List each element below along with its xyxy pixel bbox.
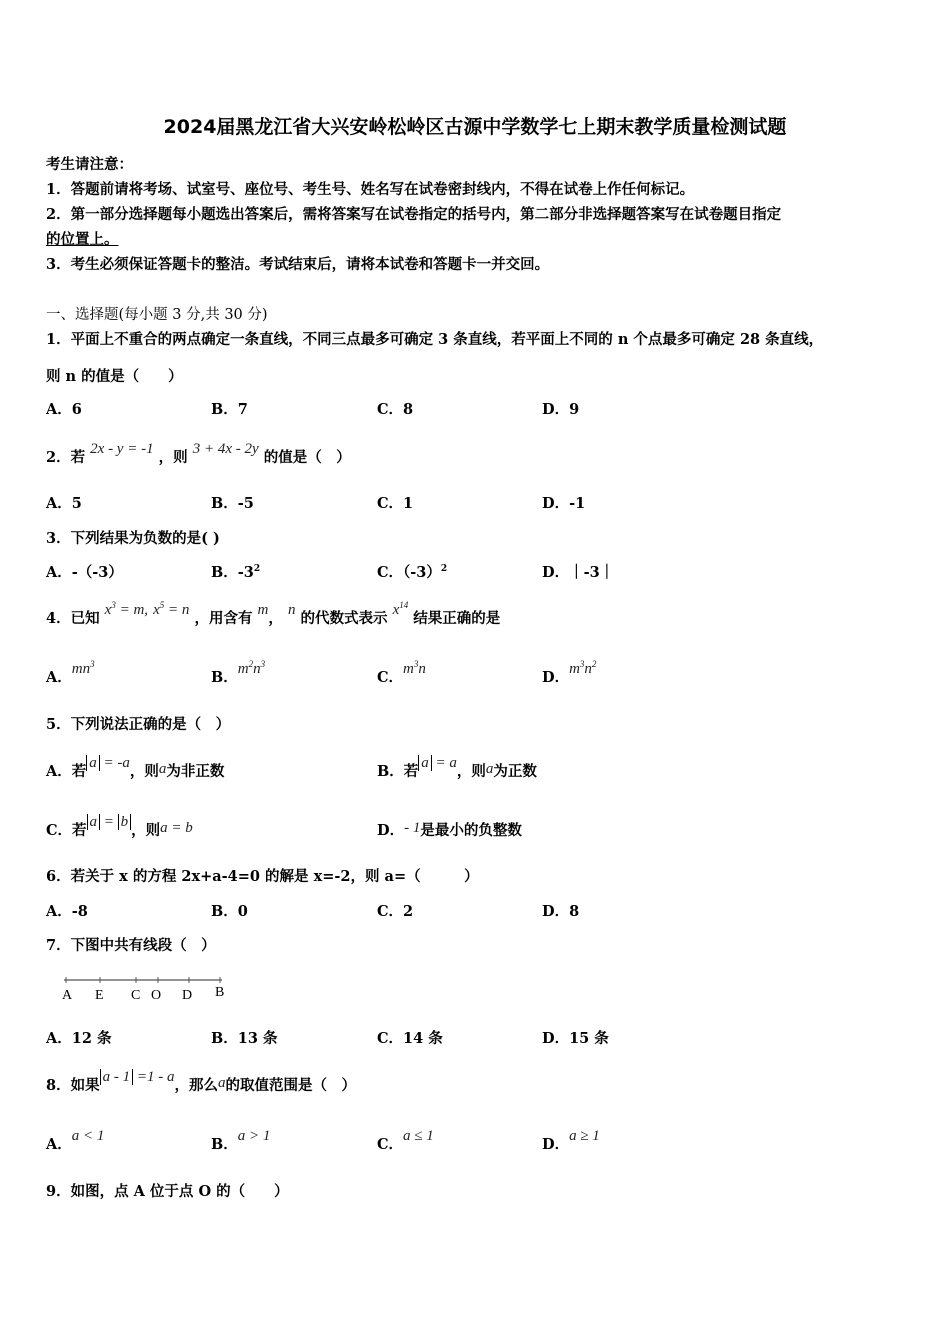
q8-option-b: [211, 1128, 271, 1154]
q5-a-var: a: [158, 761, 167, 777]
q3-option-c-sup: 2: [440, 564, 448, 575]
q8-option-d-expr: a ≥ 1: [569, 1128, 600, 1144]
q5-d-suf: 是最小的负整数: [420, 822, 522, 839]
notice-heading: 考生请注意：: [46, 156, 133, 173]
q4-option-c: [377, 659, 426, 687]
q4-option-d-label: D．: [542, 669, 570, 686]
q5-option-b: [377, 755, 537, 781]
q8-option-b-label: B．: [211, 1136, 238, 1153]
q5-a-rest: = -a: [99, 755, 130, 771]
q4-mid: ，用含有: [194, 610, 253, 627]
notice-item-3: 3．考生必须保证答题卡的整洁。考试结束后，请将本试卷和答题卡一并交回。: [46, 256, 550, 273]
q5-a-abs: a: [86, 755, 100, 771]
q4-option-a-expr: [72, 661, 95, 677]
q4-d-part: m: [569, 661, 580, 677]
q4-option-a-label: A．: [46, 669, 72, 686]
q7-option-b: B．13 条: [211, 1030, 278, 1047]
q5-option-d: [377, 819, 522, 840]
point-label-e: E: [95, 988, 104, 1003]
q4-option-b: [211, 659, 266, 687]
q4-a-sup: 3: [90, 659, 95, 669]
q4-c-part: m: [403, 661, 414, 677]
q4-d-part2: n: [584, 661, 592, 677]
q7-option-a: A．12 条: [46, 1030, 112, 1047]
q6-option-c: C．2: [377, 903, 414, 920]
q4-e3-sup: 14: [399, 600, 409, 610]
q4-b-sup2: 3: [260, 659, 266, 669]
q4-prefix: 4．已知: [46, 610, 100, 627]
q5-b-pre: B．若: [377, 763, 419, 780]
q2-option-d: D．-1: [542, 495, 586, 512]
q3-option-d: D．｜-3｜: [542, 564, 615, 581]
q2-stem: [46, 441, 351, 467]
q4-option-b-label: B．: [211, 669, 238, 686]
q5-c-abs2: b: [118, 814, 132, 830]
q7-option-c: C．14 条: [377, 1030, 443, 1047]
q1-line1: 1．平面上不重合的两点确定一条直线，不同三点最多可确定 3 条直线，若平面上不同的 n 个点最多可确定 28 条直线，: [46, 331, 824, 348]
q3-stem: 3．下列结果为负数的是( ): [46, 530, 220, 547]
section-heading: 一、选择题(每小题 3 分,共 30 分): [46, 307, 268, 323]
q4-c-part2: n: [418, 661, 426, 677]
q4-stem: 4．已知 $x^3 = m$, $x^5 = n$ ，用含有 m， n 的代数式表示 $x^{14}$ 结果正确的是: [46, 600, 501, 627]
q8-var: a: [217, 1075, 226, 1091]
q6-stem: 6．若关于 x 的方程 2x+a-4=0 的解是 x=-2，则 a=（ ）: [46, 868, 479, 885]
q1-line2: 则 n 的值是（ ）: [46, 368, 183, 385]
q5-c-abs1: a: [87, 814, 101, 830]
q5-stem: 5．下列说法正确的是（ ）: [46, 716, 231, 733]
q8-mid: ，那么: [174, 1077, 218, 1094]
q5-b-mid: ，则: [456, 763, 486, 780]
q4-d-sup2: 2: [591, 659, 597, 669]
q1-option-d: D．9: [542, 401, 580, 418]
q1-option-a: A．6: [46, 401, 82, 418]
q3-option-a: A．-（-3）: [46, 564, 123, 581]
q4-b-part2: n: [253, 661, 261, 677]
q8-expr: [100, 1069, 175, 1085]
q2-option-a: A．5: [46, 495, 82, 512]
q5-b-abs: a: [418, 755, 432, 771]
q5-a-mid: ，则: [129, 763, 159, 780]
q4-c-sup: 3: [413, 659, 419, 669]
q2-expr2: 3 + 4x - 2y: [192, 441, 259, 457]
q3-option-b-text: B．-3: [211, 564, 254, 581]
q4-option-d: [542, 659, 597, 687]
q2-prefix: 2．若: [46, 449, 86, 466]
q2-suffix: 的值是（ ）: [263, 449, 351, 466]
point-label-c: C: [131, 988, 141, 1003]
q5-a-suf: 为非正数: [166, 763, 225, 780]
q5-a-expr: [86, 755, 130, 771]
q6-option-a: A．-8: [46, 903, 88, 920]
q5-b-rest: = a: [431, 755, 457, 771]
q4-option-b-expr: [238, 661, 265, 677]
q5-c-pre: C．若: [46, 822, 87, 839]
q6-option-d: D．8: [542, 903, 580, 920]
q1-option-c: C．8: [377, 401, 414, 418]
q4-b-part: m: [237, 661, 249, 677]
q7-stem: 7．下图中共有线段（ ）: [46, 937, 216, 954]
q5-b-var: a: [485, 761, 494, 777]
point-label-o: O: [151, 988, 162, 1003]
q8-option-d-label: D．: [542, 1136, 570, 1153]
q4-mid2: 的代数式表示: [300, 610, 388, 627]
q8-abs: a - 1: [100, 1069, 134, 1085]
q8-option-c-label: C．: [377, 1136, 404, 1153]
q5-c-eq: =: [100, 814, 118, 830]
q2-expr1: 2x - y = -1: [90, 441, 154, 457]
q5-c-mid: ，则: [131, 822, 161, 839]
notice-item-2: 2．第一部分选择题每小题选出答案后，需将答案写在试卷指定的括号内，第二部分非选择题答案写在试卷题目指定: [46, 206, 782, 223]
line-segment-figure: [58, 974, 238, 1004]
q4-option-c-expr: [403, 661, 426, 677]
q4-var-m: m: [257, 602, 269, 618]
q4-e1-sup: 3: [111, 600, 116, 610]
point-label-a: A: [62, 988, 73, 1003]
q1-option-b: B．7: [211, 401, 248, 418]
q5-b-expr: [418, 755, 457, 771]
q4-option-c-label: C．: [377, 669, 404, 686]
q4-e1-rest: = m: [115, 602, 145, 618]
page-title: 2024届黑龙江省大兴安岭松岭区古源中学数学七上期末教学质量检测试题: [163, 116, 787, 138]
q8-option-a-label: A．: [46, 1136, 72, 1153]
q4-e1-base: x: [104, 602, 112, 618]
q4-e2-sup: 5: [159, 600, 165, 610]
q8-option-a-expr: a < 1: [71, 1128, 105, 1144]
q4-d-sup: 3: [579, 659, 585, 669]
q4-option-a: [46, 659, 95, 687]
q7-option-d: D．15 条: [542, 1030, 609, 1047]
q5-c-result: a = b: [160, 820, 193, 836]
q3-option-b: [211, 561, 260, 582]
q8-stem: [46, 1069, 356, 1095]
q8-option-c-expr: a ≤ 1: [403, 1128, 434, 1144]
q4-e2-rest: = n: [164, 602, 190, 618]
q4-expr3: [393, 602, 409, 618]
q8-option-c: [377, 1128, 434, 1154]
q5-b-suf: 为正数: [493, 763, 537, 780]
q4-e3-base: x: [392, 602, 400, 618]
q4-var-n: n: [287, 602, 296, 618]
q2-option-b: B．-5: [211, 495, 254, 512]
q3-option-c: [377, 561, 447, 582]
q5-option-c: [46, 814, 193, 840]
q2-option-c: C．1: [377, 495, 414, 512]
q8-option-d: [542, 1128, 600, 1154]
q5-a-pre: A．若: [46, 763, 87, 780]
q8-rest: =1 - a: [133, 1069, 175, 1085]
q4-option-d-expr: [569, 661, 596, 677]
q4-expr1: $x^3 = m$,: [104, 600, 149, 618]
notice-item-2-cont: 的位置上。: [46, 231, 119, 248]
point-label-d: D: [182, 988, 193, 1003]
q5-c-expr: [87, 814, 132, 830]
q4-b-sup: 2: [248, 659, 254, 669]
q4-suffix: 结果正确的是: [413, 610, 501, 627]
q5-d-expr: - 1: [404, 820, 421, 836]
q8-option-b-expr: a > 1: [237, 1128, 271, 1144]
point-label-b: B: [215, 985, 225, 1000]
q3-option-c-text: C．（-3）: [377, 564, 441, 581]
q8-suffix: 的取值范围是（ ）: [225, 1077, 356, 1094]
q3-option-b-sup: 2: [253, 564, 261, 575]
q5-d-pre: D．: [377, 822, 405, 839]
q2-mid: ，则: [158, 449, 188, 466]
q4-e2-base: x: [153, 602, 160, 618]
q4-a-part: mn: [71, 661, 91, 677]
q9-stem: 9．如图，点 A 位于点 O 的（ ）: [46, 1183, 289, 1200]
q6-option-b: B．0: [211, 903, 248, 920]
q8-prefix: 8．如果: [46, 1077, 100, 1094]
notice-item-1: 1．答题前请将考场、试室号、座位号、考生号、姓名写在试卷密封线内，不得在试卷上作任何标记。: [46, 181, 695, 198]
q5-option-a: [46, 755, 225, 781]
q4-expr2: [153, 602, 189, 618]
q8-option-a: [46, 1128, 105, 1154]
